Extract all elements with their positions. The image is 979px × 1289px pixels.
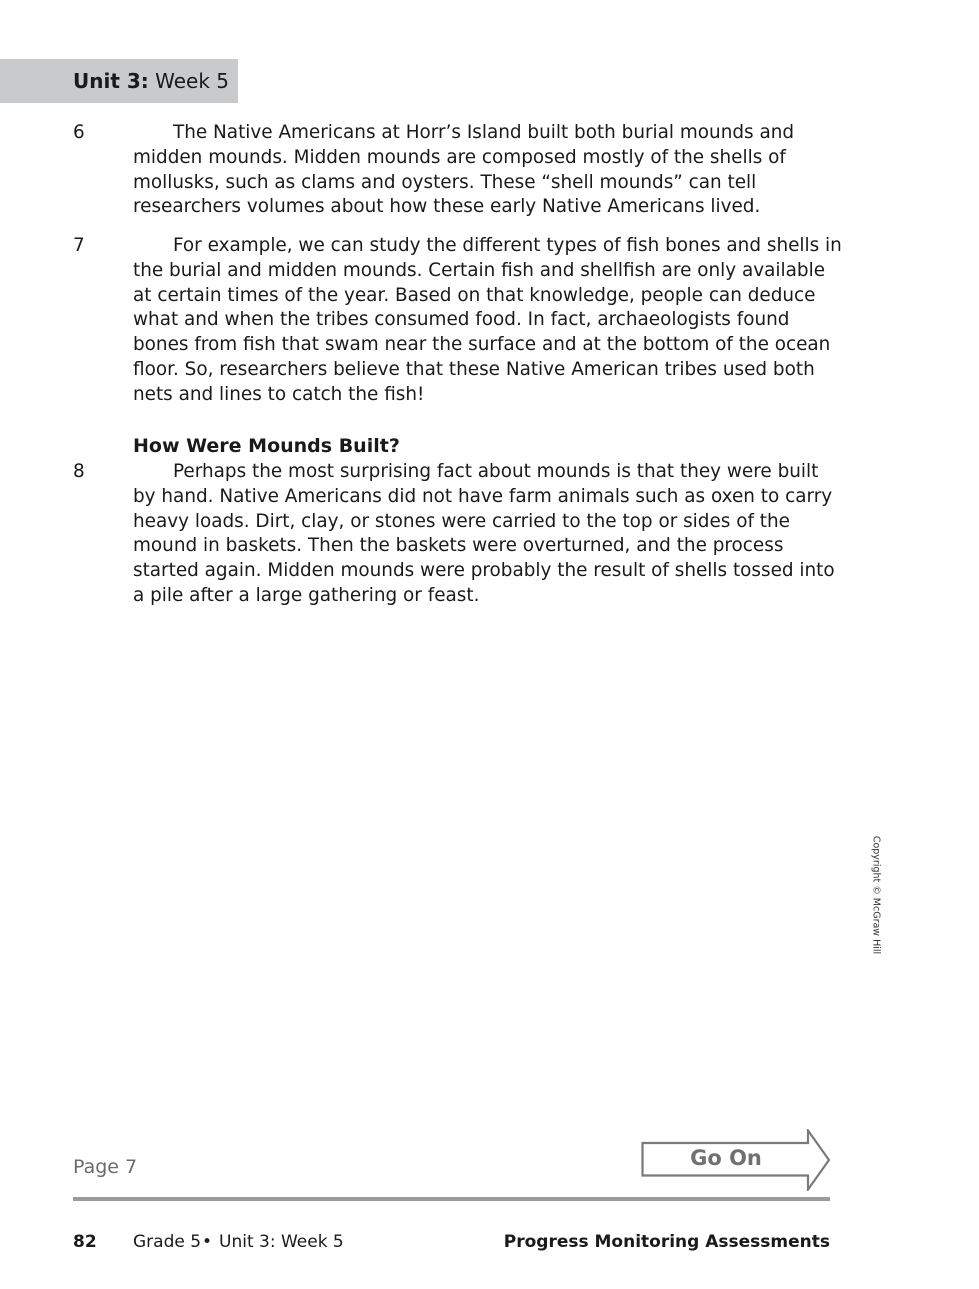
paragraph-text: The Native Americans at Horr’s Island built both burial mounds and midden mounds. Midden mounds are composed mostly of the shells of mollusks, such as clams and oysters. These “shell mounds” can tell researchers volumes about how these early Native Americans lived. [133,122,795,218]
footer-page-number: 82 [73,1232,97,1252]
paragraph-6 [73,121,843,220]
footer-title: Progress Monitoring Assessments [503,1232,830,1252]
section-heading: How Were Mounds Built? [133,435,400,457]
paragraph-text: For example, we can study the different types of fish bones and shells in the burial and midden mounds. Certain fish and shellfish are only available at certain times of the year. Based on that knowledge, people can deduce what and when the tribes consumed food. In fact, archaeologists found bones from fish that swam near the surface and at the bottom of the ocean floor. So, researchers believe that these Native American tribes used both nets and lines to catch the fish! [133,235,842,405]
paragraph-number: 7 [73,235,85,256]
paragraph-number: 6 [73,122,85,143]
paragraph-text: Perhaps the most surprising fact about mounds is that they were built by hand. Native Americans did not have farm animals such as oxen to carry heavy loads. Dirt, clay, or stones were carried to the top or sides of the mound in baskets. Then the baskets were overturned, and the process started again. Midden mounds were probably the result of shells tossed into a pile after a large gathering or feast. [133,461,835,606]
paragraph-7 [73,234,843,408]
footer-divider [73,1197,830,1201]
footer-unit: Unit 3: Week 5 [219,1232,344,1252]
go-on-button[interactable] [641,1129,831,1191]
go-on-label: Go On [690,1146,762,1170]
paragraph-8 [73,460,843,609]
page-label: Page 7 [73,1156,138,1178]
unit-week-tab [0,59,238,103]
paragraph-number: 8 [73,461,85,482]
unit-label: Unit 3: [73,69,149,93]
footer-bullet: • [202,1232,213,1252]
week-label: Week 5 [148,69,230,93]
footer-grade: Grade 5 [133,1232,202,1252]
